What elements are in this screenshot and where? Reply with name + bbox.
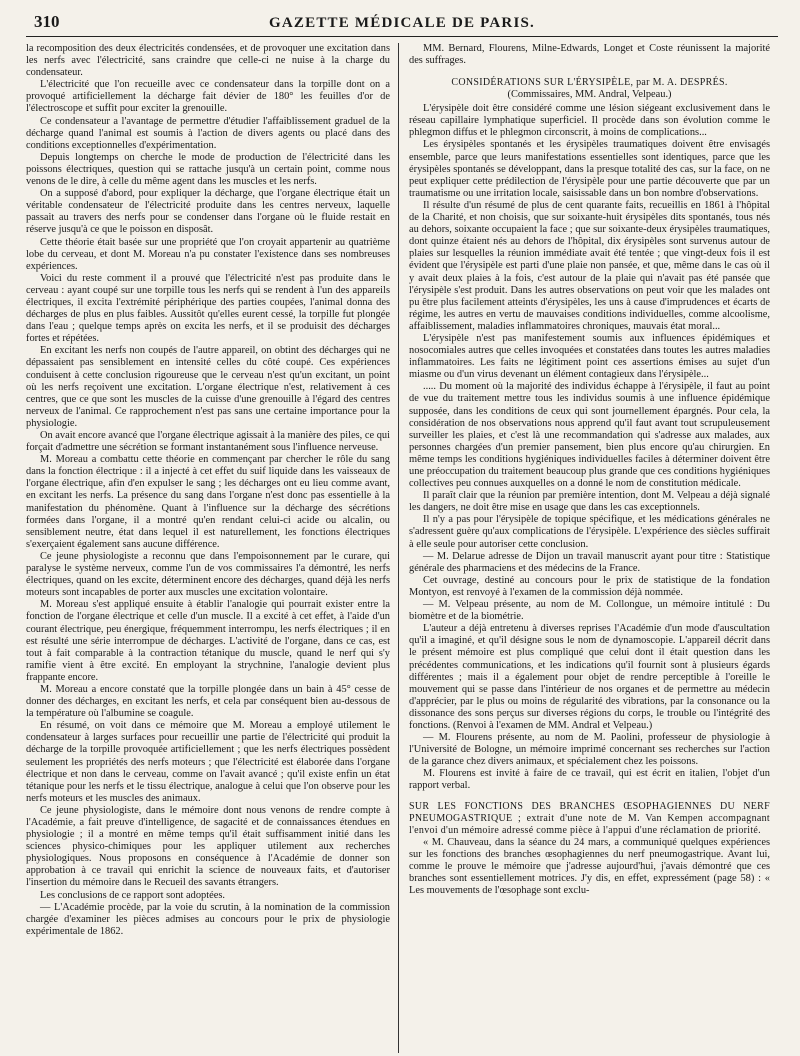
right-column [398,43,770,1053]
paragraph: L'auteur a déjà entretenu à diverses reprises l'Académie d'un mode d'auscultation qu'il a imaginé, et qu'il désigne sous le nom de dynamoscopie. L'appareil décrit dans le présent mémoire est plus compliqué que celui dont il était question dans les précédentes communications, et les indications qu'il fournit sont à plusieurs égards différentes ; mais il a également pour objet de rendre perceptible à l'oreille le mouvement qui se passe dans l'intérieur de nos organes et de permettre au médecin d'apprécier, par le plus ou moins de régularité des vibrations, par la consonance ou la dissonance des sons perçus sur diverses régions du corps, le trouble ou l'intégrité des fonctions. (Renvoi à l'examen de MM. Andral et Velpeau.) [409,623,770,731]
paragraph: — M. Velpeau présente, au nom de M. Collongue, un mémoire intitulé : Du biomètre et de la biométrie. [409,599,770,623]
paragraph: Il n'y a pas pour l'érysipèle de topique spécifique, et les médications générales ne s'adressent guère qu'aux complications de l'érysipèle. L'expérience des siècles suffirait à elle seule pour autoriser cette conclusion. [409,514,770,550]
paragraph: la recomposition des deux électricités condensées, et de provoquer une excitation dans les nerfs avec l'électricité, sans craindre que celle-ci ne nuise à la charge du condensateur. [26,43,390,79]
paragraph: Voici du reste comment il a prouvé que l'électricité n'est pas produite dans le cerveau : ayant coupé sur une torpille tous les nerfs qui se rendent à l'un des appareils électriques, il excita l'extrémité périphérique des parties coupées, l'animal donna des décharges de plus en plus faibles. Aussitôt qu'elles eurent cessé, la torpille fut plongée dans l'eau ; quelque temps après on excita les nerfs, et il se produisit des décharges fortes et répétées. [26,272,390,345]
paragraph: — L'Académie procède, par la voie du scrutin, à la nomination de la commission chargée d'examiner les pièces admises au concours pour le prix de physiologie expérimentale de 1862. [26,901,390,937]
page-number: 310 [34,12,60,31]
running-title: GAZETTE MÉDICALE DE PARIS. [269,14,535,31]
paragraph: M. Moreau a encore constaté que la torpille plongée dans un bain à 45° cesse de donner des décharges, en excitant les nerfs, et cela par conséquent bien au-dessous de la température où l'albumine se coagule. [26,683,390,720]
paragraph: MM. Bernard, Flourens, Milne-Edwards, Longet et Coste réunissent la majorité des suffrages. [409,43,770,67]
section-title-pneumogastrique: SUR LES FONCTIONS DES BRANCHES ŒSOPHAGIENNES DU NERF PNEUMOGASTRIQUE ; extrait d'une note de M. Van Kempen accompagnant l'envoi d'un mémoire adressé comme pièce à l'appui d'une réclamation de priorité. [409,800,770,836]
section-title-erysipele: CONSIDÉRATIONS SUR L'ÉRYSIPÈLE, par M. A. DESPRÉS. [451,77,728,89]
text-columns [26,43,778,1053]
paragraph: L'érysipèle n'est pas manifestement soumis aux influences épidémiques et nosocomiales autres que celles invoquées et constatées dans toutes les autres maladies inflammatoires. Les faits ne légitiment point ces assertions émises au sujet d'un miasme ou d'un virus devenant un élément contagieux dans l'érysipèle... [409,332,770,381]
paragraph: Il paraît clair que la réunion par première intention, dont M. Velpeau a déjà signalé les dangers, ne doit être mise en usage que dans les cas exceptionnels. [409,490,770,514]
section-commissioners: (Commissaires, MM. Andral, Velpeau.) [507,89,672,101]
paragraph: Les conclusions de ce rapport sont adoptées. [40,889,225,901]
paragraph: En résumé, on voit dans ce mémoire que M. Moreau a employé utilement le condensateur à larges surfaces pour recueillir une partie de l'électricité qui produit la décharge de la torpille provoquée artificiellement ; que les nerfs électriques possèdent seulement les propriétés des nerfs moteurs ; que l'électricité est élaborée dans l'organe électrique et non dans le cerveau, comme on l'avait avancé ; qu'il existe enfin un état tétanique pour les nerfs et le tissu électrique, analogue à celui que l'on observe pour les nerfs moteurs et les muscles des animaux. [26,720,390,804]
paragraph: — M. Delarue adresse de Dijon un travail manuscrit ayant pour titre : Statistique générale des pharmaciens et des médecins de la France. [409,550,770,574]
paragraph: Cette théorie était basée sur une propriété que l'on croyait appartenir au quatrième lobe du cerveau, et dont M. Moreau n'a pu constater l'existence dans ses nombreuses expériences. [26,236,390,272]
paragraph: L'électricité que l'on recueille avec ce condensateur dans la torpille dont on a provoqué artificiellement la décharge fait dévier de 180° les feuilles d'or de l'électroscope et suffit pour exciter la grenouille. [26,79,390,115]
paragraph: En excitant les nerfs non coupés de l'autre appareil, on obtint des décharges qui ne dépassaient pas sensiblement en intensité celles du côté coupé. Ces expériences conduisent à cette conclusion rigoureuse que le cerveau n'est qu'un excitant, un point où les nerfs reçoivent une excitation. L'organe électrique n'est, relativement à ces centres, que ce que sont les muscles de la cuisse d'une grenouille à l'égard des centres nerveux de l'animal. Ce rapprochement n'est pas sans une certaine importance pour la physiologie. [26,345,390,429]
left-column [26,43,398,1053]
paragraph: « M. Chauveau, dans la séance du 24 mars, a communiqué quelques expériences sur les fonctions des branches œsophagiennes du nerf pneumogastrique. Avant lui, comme le prouve le mémoire que j'adresse aujourd'hui, j'avais démontré que ces branches sont essentiellement motrices. J'y dis, en effet, expressément (page 58) : « Les mouvements de l'œsophage sont exclu- [409,836,770,896]
paragraph: M. Moreau a combattu cette théorie en commençant par chercher le rôle du sang dans la fonction électrique : il a injecté à cet effet du suif liquide dans les vaisseaux de l'organe électrique, afin d'en expulser le sang ; les décharges ont eu lieu comme avant, en excitant les nerfs. La présence du sang dans l'organe n'est donc pas essentielle à la manifestation du phénomène. Quant à l'influence sur la décharge des sécrétions formées dans l'organe, il a montré qu'en rendant celui-ci acide ou alcalin, ou sensiblement neutre, état dans lequel il est naturellement, les fonctions électriques s'exerçaient également sans aucune différence. [26,454,390,550]
paragraph: M. Moreau s'est appliqué ensuite à établir l'analogie qui pourrait exister entre la fonction de l'organe électrique et celle d'un muscle. Il a excité à cet effet, à l'aide d'un courant électrique, peu énergique, fréquemment interrompu, les nerfs électriques ; il en est résulté une série interrompue de décharges. L'activité de l'organe, dans ce cas, est tout à fait comparable à la contraction tétanique du muscle, quand le nerf qui s'y ramifie vient à être excité. En employant la strychnine, l'analogie devient plus frappante encore. [26,599,390,683]
paragraph: ..... Du moment où la majorité des individus échappe à l'érysipèle, il faut au point de vue du traitement mettre tous les individus soumis à une influence épidémique supposée, dans les conditions de ceux qui sont journellement épargnés. Pour cela, la considération de nos observations nous apprend qu'il faut avant tout scrupuleusement surveiller les plaies, et c'est là une recommandation qui s'adresse aux malades, aux personnes chargées d'un premier pansement, bien plus encore qu'au chirurgien. En même temps les conditions hygiéniques individuelles faciles à déterminer doivent être une préoccupation du traitement beaucoup plus grande que ces conditions hygiéniques collectives peu connues auxquelles on a donné le nom de constitution médicale. [409,381,770,490]
page-header [26,10,778,37]
paragraph: On avait encore avancé que l'organe électrique agissait à la manière des piles, ce qui forçait d'admettre une sécrétion se formant instantanément sous l'influence nerveuse. [26,430,390,454]
paragraph: Ce condensateur a l'avantage de permettre d'étudier l'affaiblissement graduel de la décharge quand l'animal est soumis à l'action de divers agents ou placé dans des conditions exceptionnelles d'expérimentation. [26,115,390,151]
paragraph: On a supposé d'abord, pour expliquer la décharge, que l'organe électrique était un véritable condensateur de l'électricité produite dans les centres nerveux, laquelle passait au travers des nerfs pour se condenser dans l'organe où le fluide restait en réserve jusqu'à ce que le poisson en disposât. [26,188,390,236]
paragraph: Cet ouvrage, destiné au concours pour le prix de statistique de la fondation Montyon, est renvoyé à l'examen de la commission déjà nommée. [409,574,770,598]
paragraph: M. Flourens est invité à faire de ce travail, qui est écrit en italien, l'objet d'un rapport verbal. [409,768,770,792]
paragraph: — M. Flourens présente, au nom de M. Paolini, professeur de physiologie à l'Université de Bologne, un mémoire imprimé concernant ses recherches sur l'action de la garance chez divers animaux, et spécialement chez les poissons. [409,732,770,768]
paragraph: Les érysipèles spontanés et les érysipèles traumatiques doivent être envisagés ensemble, parce que leurs manifestations essentielles sont identiques, parce que les érysipèles spontanés se développant, dans la presque totalité des cas, sur la face, on ne peut expliquer cette prédilection de l'érysipèle pour une partie découverte que par un traumatisme ou une irritation locale, saisissable dans un bon nombre d'observations. [409,139,770,199]
paragraph: Depuis longtemps on cherche le mode de production de l'électricité dans les poissons électriques, question qui se rattache jusqu'à un certain point, comme nous venons de le dire, à celle du même agent dans les muscles et les nerfs. [26,151,390,188]
paragraph: Ce jeune physiologiste a reconnu que dans l'empoisonnement par le curare, qui paralyse le système nerveux, comme l'un de vos commissaires l'a démontré, les nerfs électriques, quand on les excite, déterminent encore des décharges, quand déjà les nerfs moteurs sont incapables de porter aux muscles une excitation volontaire. [26,550,390,599]
paragraph: Il résulte d'un résumé de plus de cent quarante faits, recueillis en 1861 à l'hôpital de la Charité, et non choisis, que sur soixante-huit érysipèles dits spontanés, tous nés au dehors, soixante occupaient la face ; que sur soixante-deux érysipèles traumatiques, dont quinze étaient nés au dehors de l'hôpital, dix érysipèles sont survenus autour de plaies sur lesquelles la réunion immédiate avait été tentée ; que vingt-deux fois il est évident que l'érysipèle est parti d'une plaie non pansée, et que, même dans le cas où il y avait deux plaies à la fois, c'est autour de la plaie qui n'avait pas été pansée que l'érysipèle s'est produit. Dans les autres observations on peut voir que les malades ont pu être plus facilement atteints d'érysipèles, les uns à cause d'imprudences et écarts de régime, les autres en vertu de mauvaises conditions individuelles, comme alcoolisme, affaiblissement, maladies inflammatoires chroniques, mauvais état moral... [409,199,770,332]
paragraph: Ce jeune physiologiste, dans le mémoire dont nous venons de rendre compte à l'Académie, a fait preuve d'intelligence, de sagacité et de connaissances étendues en physiologie ; il a montré en même temps qu'il était suffisamment initié dans les sciences physico-chimiques pour les appliquer utilement aux recherches physiologiques. Nous proposons en conséquence à l'Académie de donner son approbation à ce travail qui enrichit la science de nouveaux faits, et d'autoriser l'insertion du mémoire dans le Recueil des savants étrangers. [26,804,390,889]
paragraph: L'érysipèle doit être considéré comme une lésion siégeant exclusivement dans le réseau capillaire lymphatique superficiel. Il procède dans son évolution comme le phlegmon diffus et le phlegmon circonscrit, à moins de complications... [409,103,770,139]
